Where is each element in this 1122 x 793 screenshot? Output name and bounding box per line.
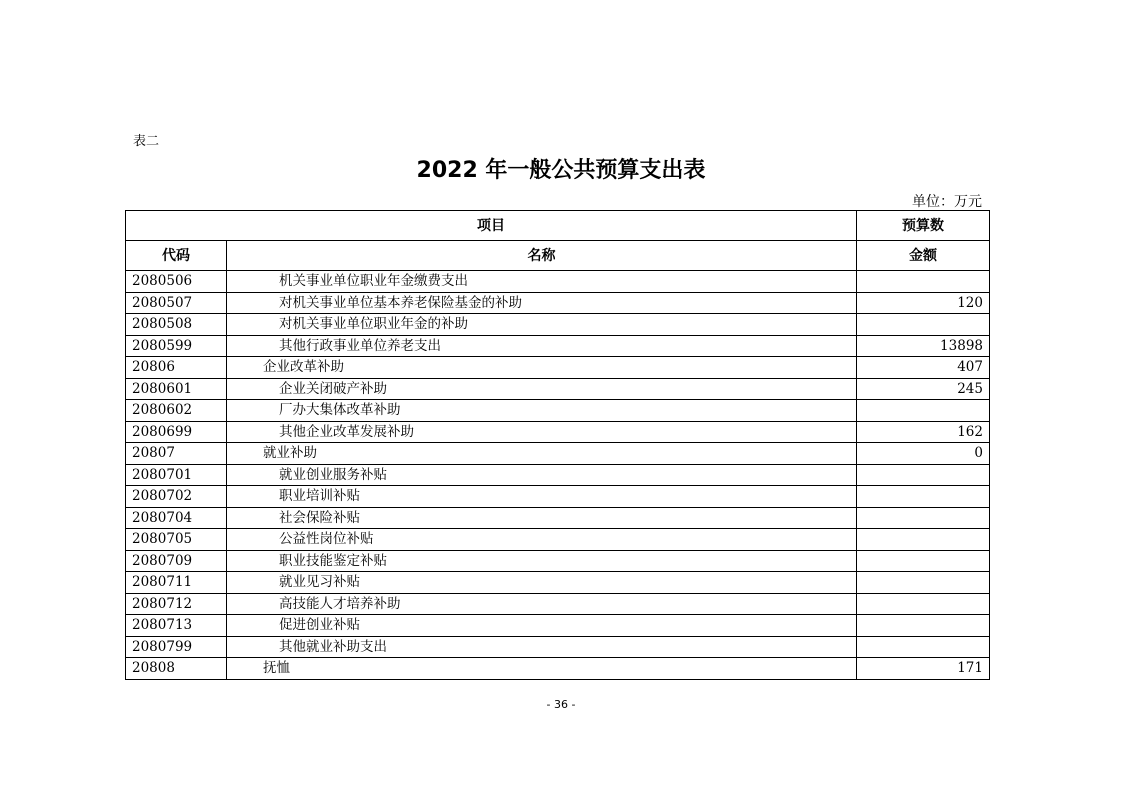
row-name: 社会保险补贴	[227, 507, 857, 529]
table-row	[126, 443, 990, 465]
row-amount	[857, 572, 990, 594]
row-name: 企业改革补助	[227, 357, 857, 379]
table-row	[126, 486, 990, 508]
row-code: 2080704	[126, 507, 227, 529]
row-name: 高技能人才培养补助	[227, 593, 857, 615]
row-amount	[857, 615, 990, 637]
row-code: 2080709	[126, 550, 227, 572]
table-body	[126, 271, 990, 680]
row-code: 2080713	[126, 615, 227, 637]
row-code: 2080507	[126, 292, 227, 314]
table-row	[126, 507, 990, 529]
table-row	[126, 400, 990, 422]
row-amount: 162	[857, 421, 990, 443]
row-amount: 245	[857, 378, 990, 400]
row-code: 2080799	[126, 636, 227, 658]
table-row	[126, 658, 990, 680]
row-code: 20806	[126, 357, 227, 379]
row-amount: 120	[857, 292, 990, 314]
row-amount	[857, 593, 990, 615]
table-row	[126, 550, 990, 572]
row-name: 职业培训补贴	[227, 486, 857, 508]
row-amount	[857, 507, 990, 529]
row-name: 抚恤	[227, 658, 857, 680]
table-row	[126, 378, 990, 400]
table-row	[126, 464, 990, 486]
row-name: 其他就业补助支出	[227, 636, 857, 658]
row-code: 2080702	[126, 486, 227, 508]
row-amount	[857, 550, 990, 572]
row-name: 就业见习补贴	[227, 572, 857, 594]
row-amount	[857, 314, 990, 336]
header-project: 项目	[126, 211, 857, 241]
row-name: 机关事业单位职业年金缴费支出	[227, 271, 857, 293]
header-code: 代码	[126, 241, 227, 271]
page-title: 2022 年一般公共预算支出表	[416, 158, 706, 183]
row-name: 其他企业改革发展补助	[227, 421, 857, 443]
table-row	[126, 615, 990, 637]
row-code: 2080701	[126, 464, 227, 486]
row-code: 2080711	[126, 572, 227, 594]
row-code: 2080712	[126, 593, 227, 615]
header-budget: 预算数	[857, 211, 990, 241]
row-name: 其他行政事业单位养老支出	[227, 335, 857, 357]
row-amount	[857, 464, 990, 486]
row-amount	[857, 400, 990, 422]
row-amount	[857, 486, 990, 508]
row-name: 企业关闭破产补助	[227, 378, 857, 400]
row-code: 2080599	[126, 335, 227, 357]
row-code: 2080602	[126, 400, 227, 422]
table-row	[126, 529, 990, 551]
row-amount: 407	[857, 357, 990, 379]
header-row-2	[126, 241, 990, 271]
table-row	[126, 421, 990, 443]
row-amount	[857, 271, 990, 293]
table-row	[126, 271, 990, 293]
row-name: 对机关事业单位基本养老保险基金的补助	[227, 292, 857, 314]
header-amount: 金额	[857, 241, 990, 271]
row-code: 2080601	[126, 378, 227, 400]
row-code: 2080705	[126, 529, 227, 551]
row-code: 2080506	[126, 271, 227, 293]
unit-label: 单位：万元	[912, 194, 982, 210]
header-row-1	[126, 211, 990, 241]
row-name: 就业补助	[227, 443, 857, 465]
row-code: 2080508	[126, 314, 227, 336]
table-row	[126, 357, 990, 379]
row-code: 20807	[126, 443, 227, 465]
row-name: 促进创业补贴	[227, 615, 857, 637]
row-name: 对机关事业单位职业年金的补助	[227, 314, 857, 336]
table-row	[126, 335, 990, 357]
row-name: 职业技能鉴定补贴	[227, 550, 857, 572]
header-name: 名称	[227, 241, 857, 271]
row-amount	[857, 636, 990, 658]
row-name: 公益性岗位补贴	[227, 529, 857, 551]
budget-table	[125, 210, 990, 680]
table-row	[126, 636, 990, 658]
table-label: 表二	[133, 134, 160, 149]
row-code: 2080699	[126, 421, 227, 443]
row-amount: 13898	[857, 335, 990, 357]
table-row	[126, 572, 990, 594]
row-name: 就业创业服务补贴	[227, 464, 857, 486]
row-code: 20808	[126, 658, 227, 680]
table-row	[126, 292, 990, 314]
row-amount: 171	[857, 658, 990, 680]
row-amount: 0	[857, 443, 990, 465]
row-name: 厂办大集体改革补助	[227, 400, 857, 422]
row-amount	[857, 529, 990, 551]
table-row	[126, 593, 990, 615]
table-row	[126, 314, 990, 336]
page-number: - 36 -	[546, 698, 576, 711]
